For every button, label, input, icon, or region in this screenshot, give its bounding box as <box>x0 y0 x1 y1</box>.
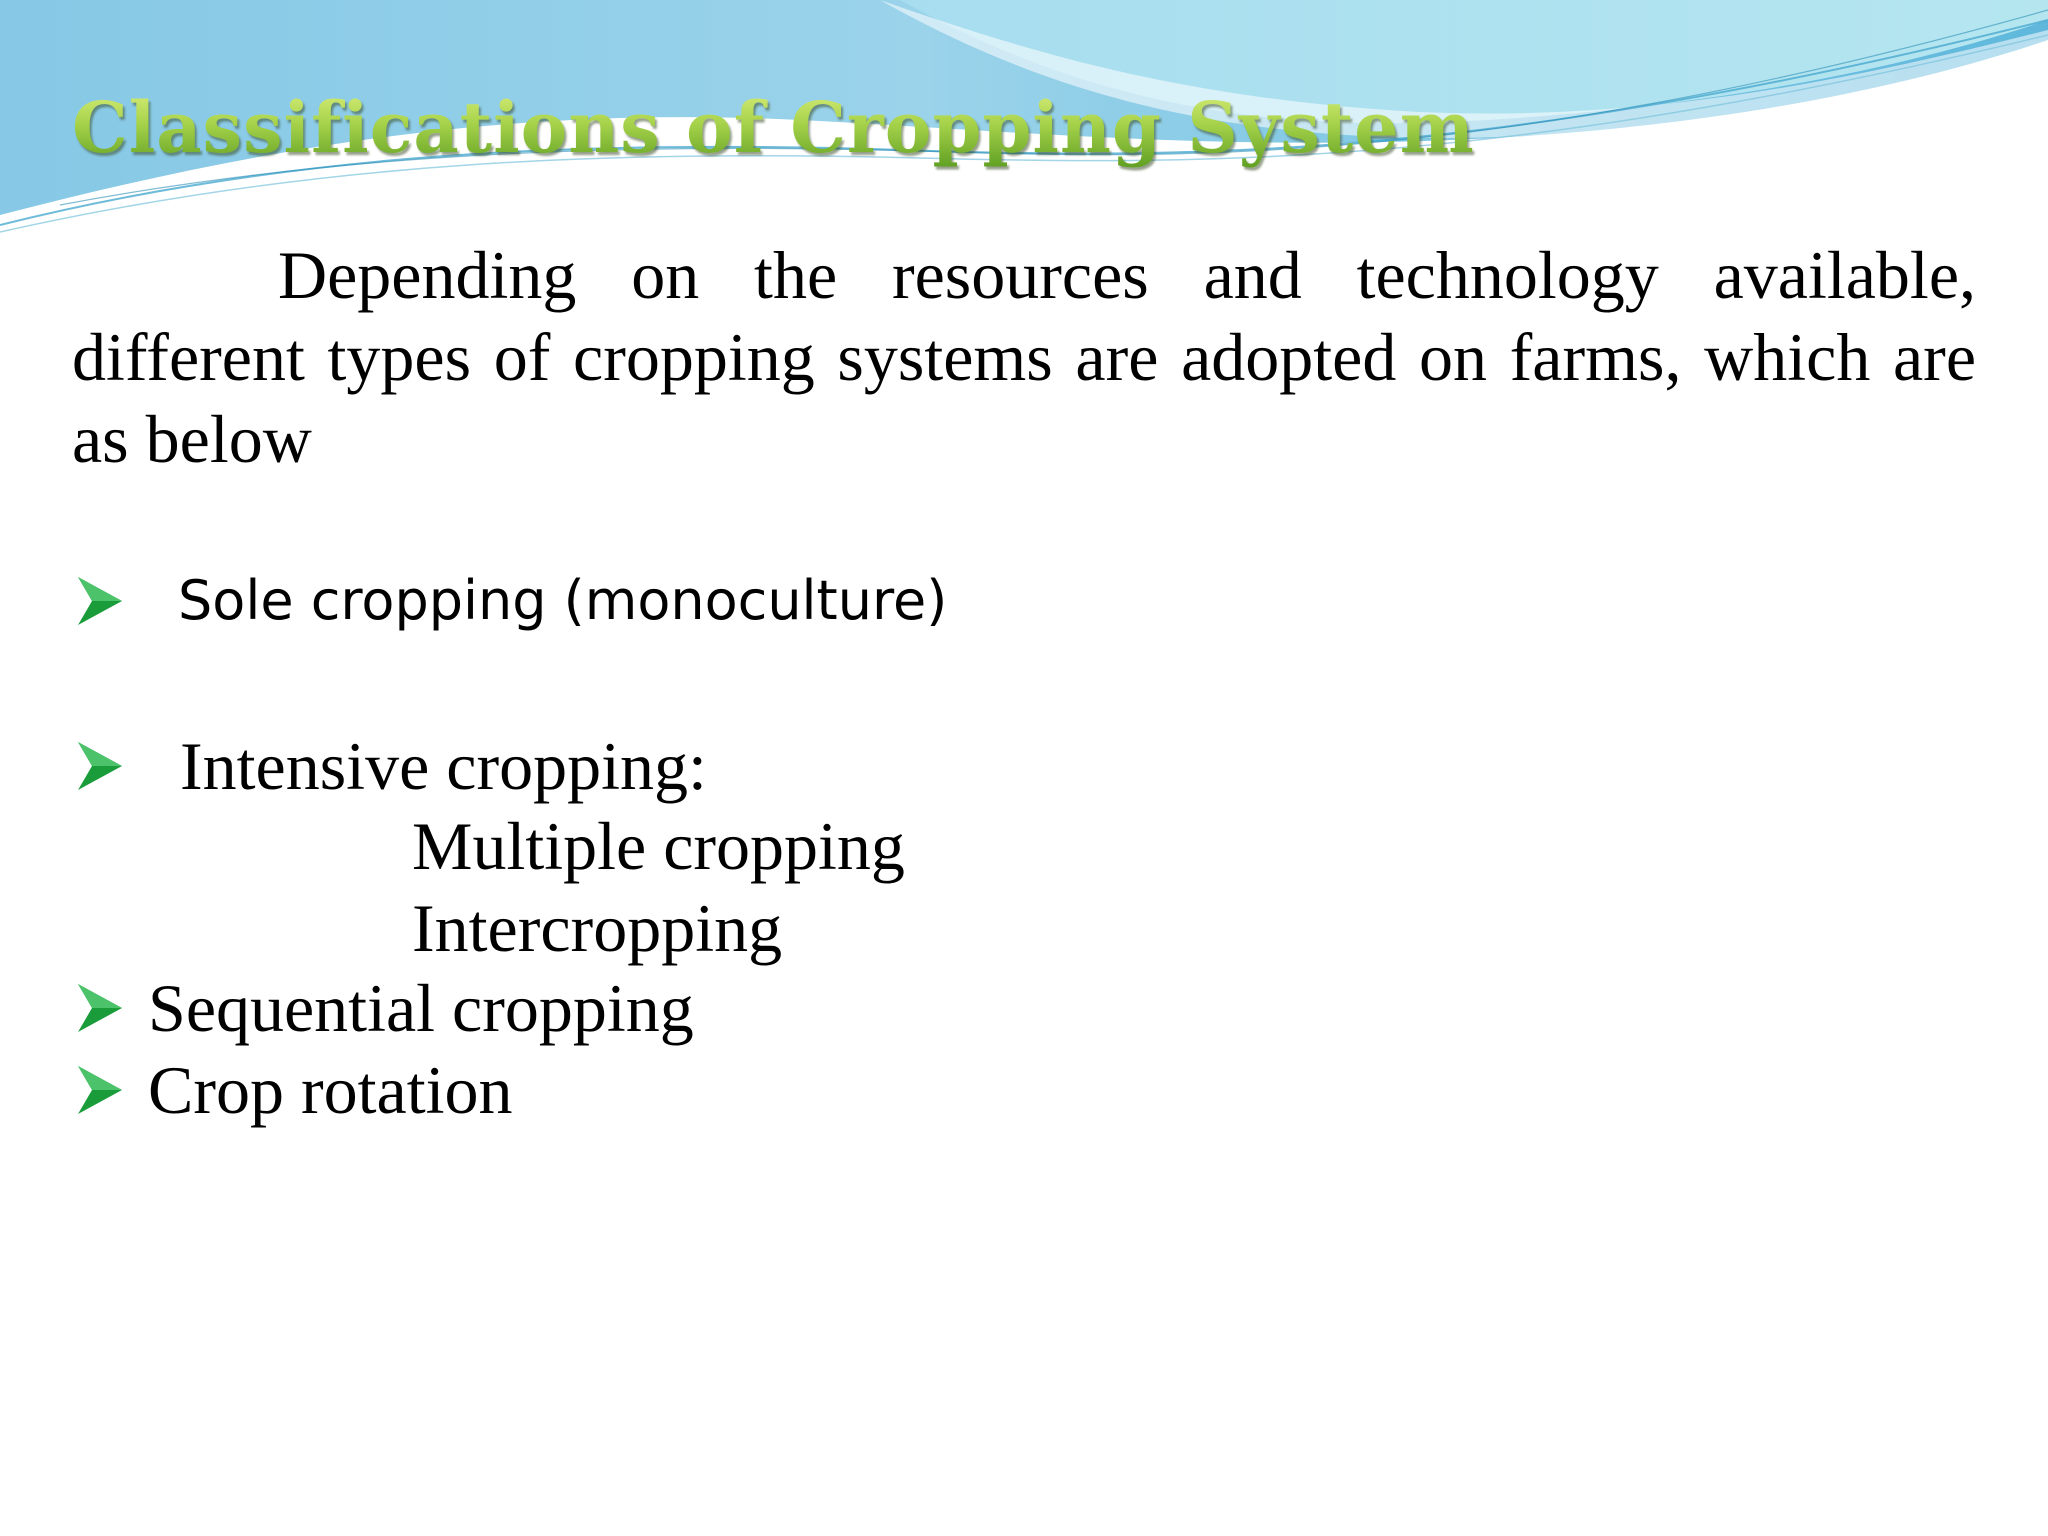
arrowhead-bullet-icon <box>72 571 128 631</box>
page-title: Classifications of Cropping System <box>72 86 1475 169</box>
bullet-text: Crop rotation <box>148 1052 513 1128</box>
bullet-item-sole-cropping <box>72 566 947 636</box>
bullet-text: Intensive cropping: <box>180 728 707 804</box>
bullet-item-intensive-cropping <box>72 726 707 806</box>
arrowhead-bullet-icon <box>72 736 128 796</box>
arrowhead-bullet-icon <box>72 1060 128 1120</box>
intro-paragraph: Depending on the resources and technology available, different types of cropping systems are adopted on farms, which are as below <box>72 237 1976 477</box>
arrowhead-bullet-icon <box>72 978 128 1038</box>
sub-item-intercropping: Intercropping <box>412 890 783 966</box>
bullet-item-crop-rotation <box>72 1050 513 1130</box>
bullet-text: Sequential cropping <box>148 970 694 1046</box>
bullet-text: Sole cropping (monoculture) <box>178 569 948 632</box>
bullet-item-sequential-cropping <box>72 968 694 1048</box>
sub-item-multiple-cropping: Multiple cropping <box>412 808 905 884</box>
